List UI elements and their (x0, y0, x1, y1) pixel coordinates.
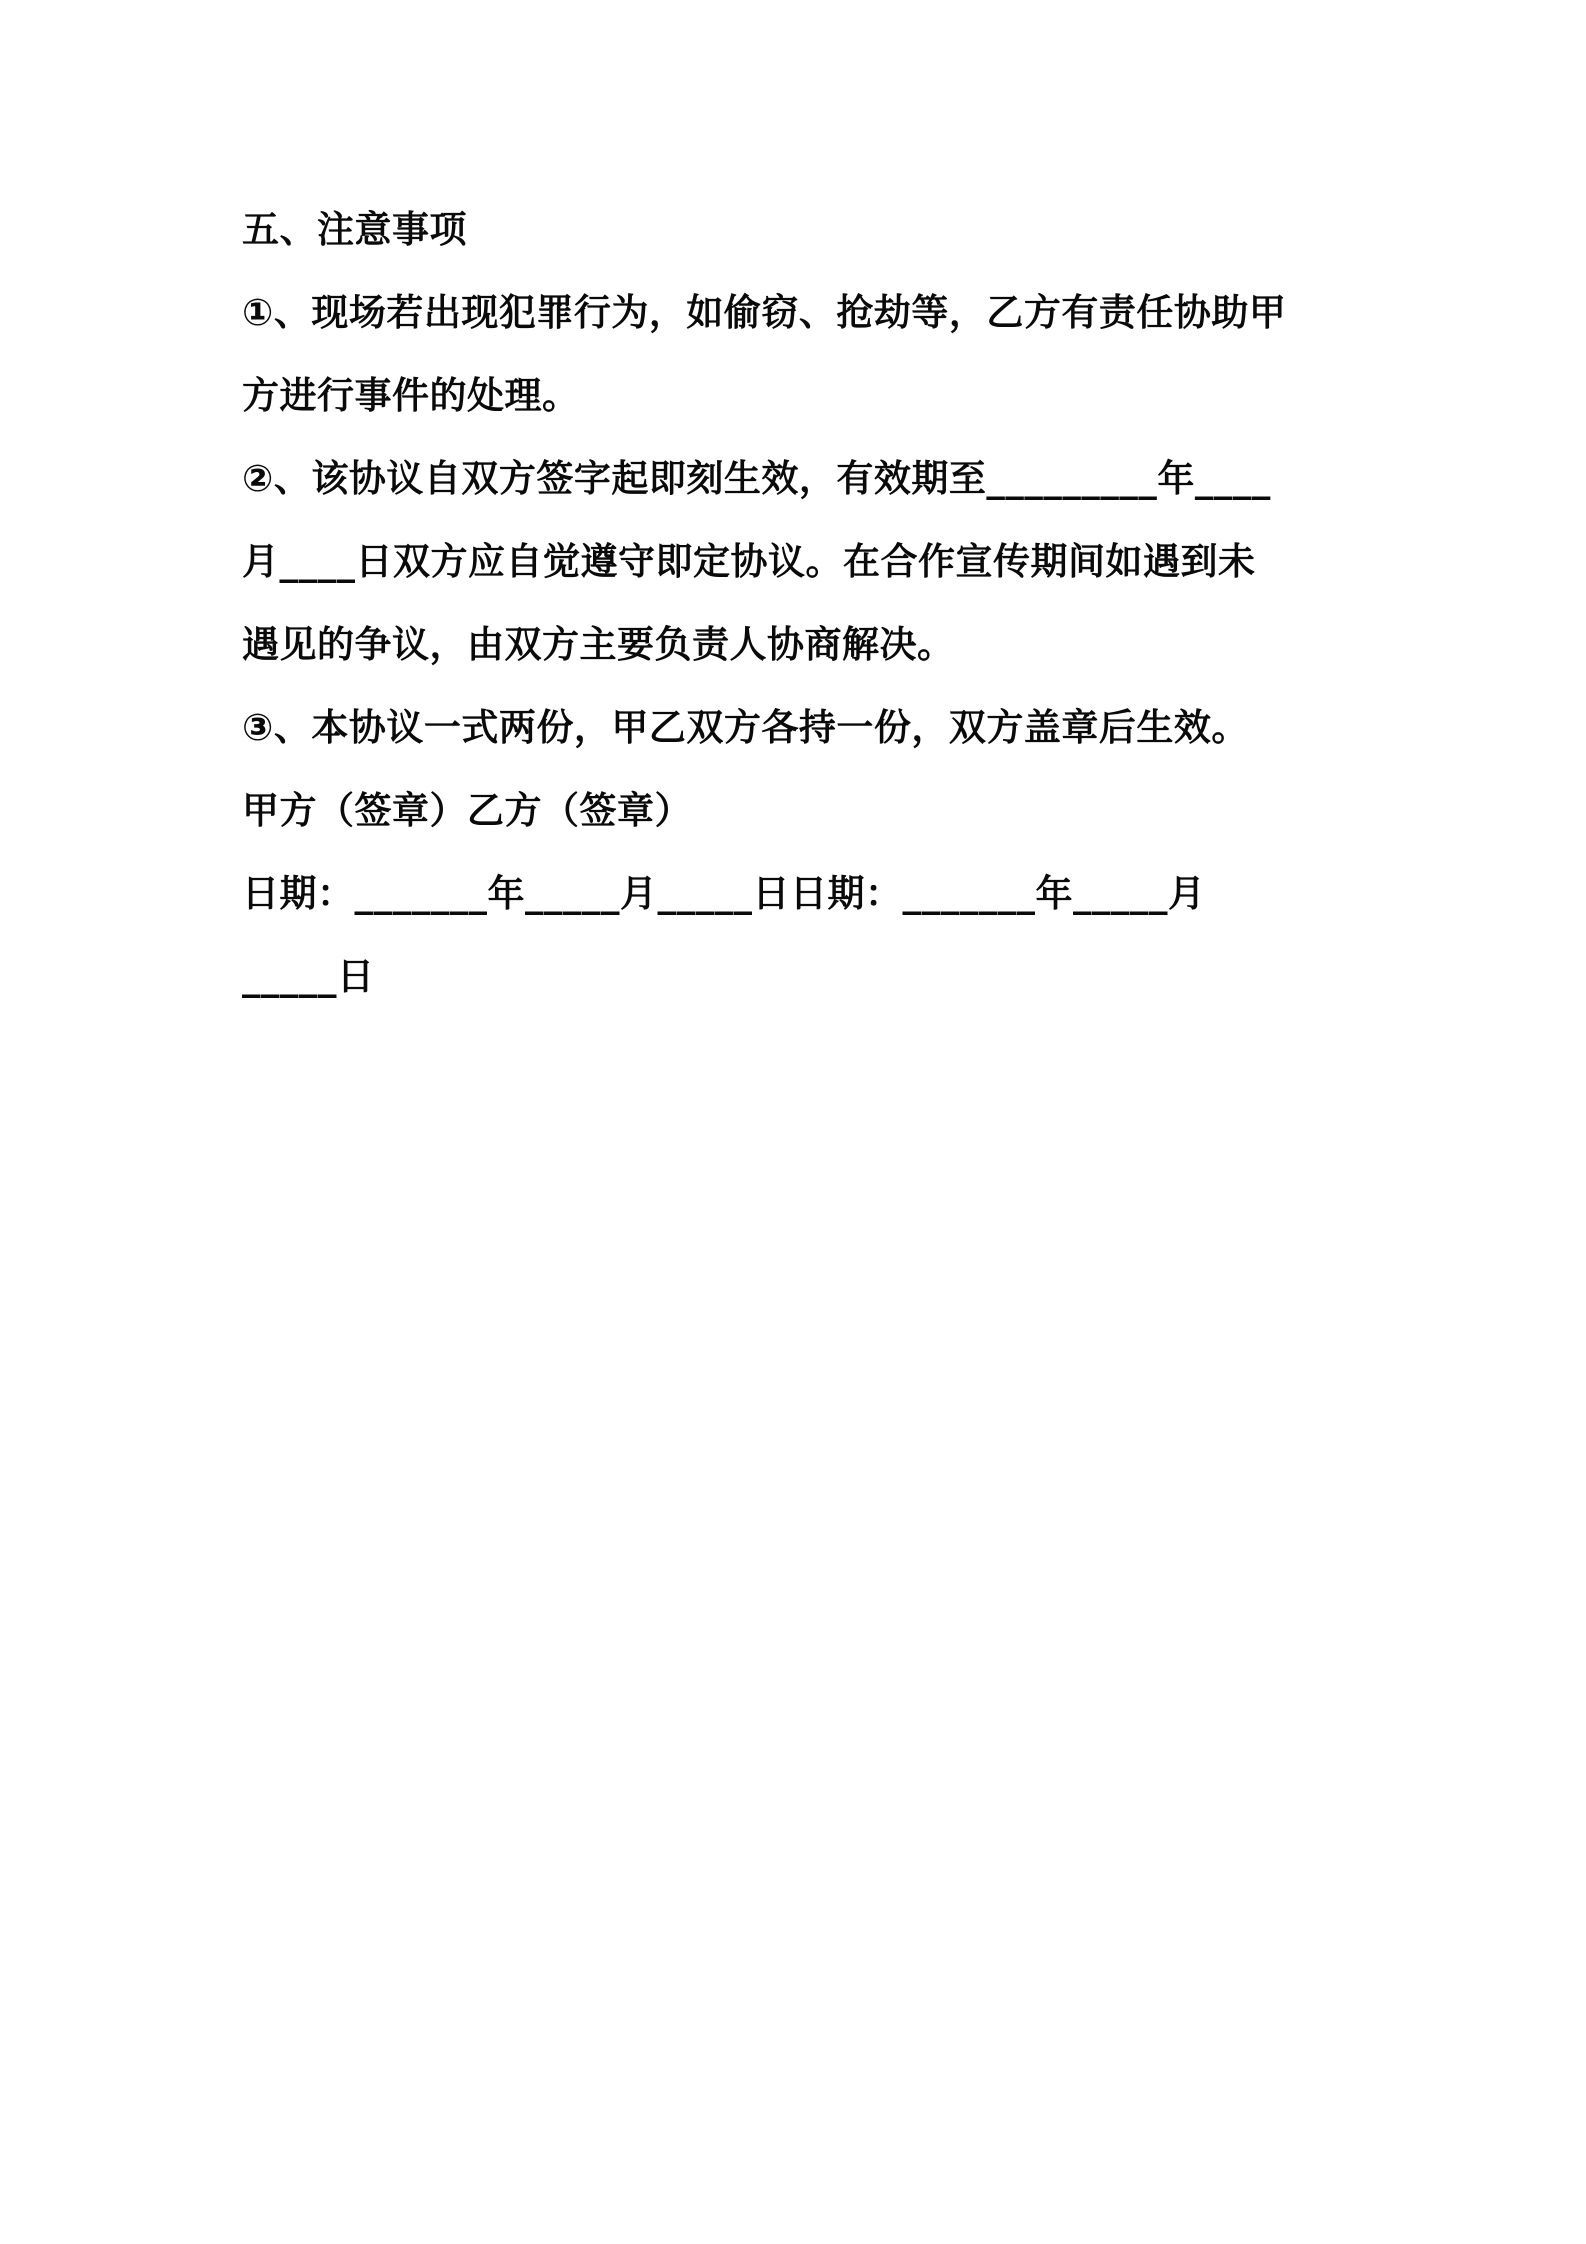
signature-dates-line-2: _____日 (242, 955, 375, 998)
signature-dates-line-1: 日期：_______年_____月_____日日期：_______年_____月 (242, 872, 1206, 915)
clause-3-line-1: ③、本协议一式两份，甲乙双方各持一份，双方盖章后生效。 (242, 706, 1249, 749)
clause-2-line-3: 遇见的争议，由双方主要负责人协商解决。 (242, 623, 955, 666)
signature-parties: 甲方（签章）乙方（签章） (242, 789, 692, 832)
clause-2-line-1: ②、该协议自双方签字起即刻生效，有效期至_________年____ (242, 457, 1271, 500)
clause-1-line-1: ①、现场若出现犯罪行为，如偷窃、抢劫等，乙方有责任协助甲 (242, 291, 1287, 334)
clause-1-line-2: 方进行事件的处理。 (242, 374, 580, 417)
clause-2-line-2: 月____日双方应自觉遵守即定协议。在合作宣传期间如遇到未 (242, 540, 1256, 583)
section-heading: 五、注意事项 (242, 208, 467, 251)
document-body (242, 195, 1362, 1025)
